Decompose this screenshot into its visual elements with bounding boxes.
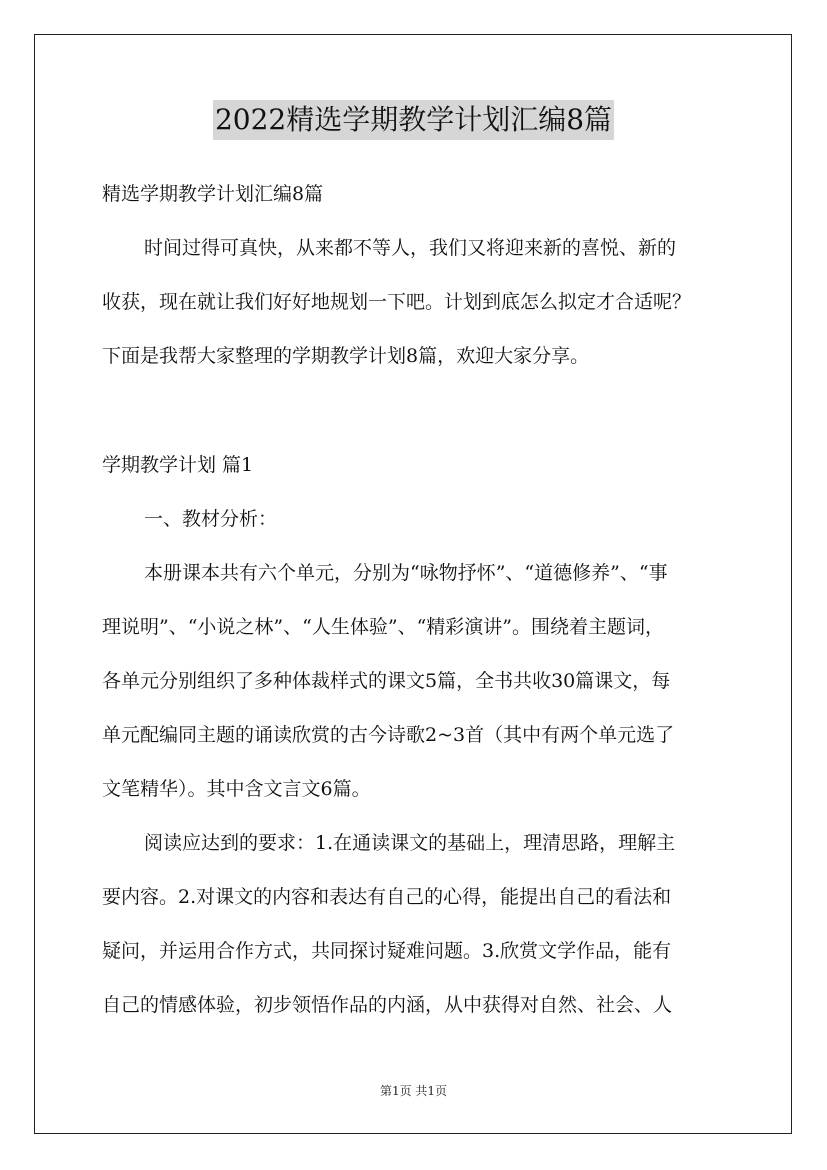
paragraph1-line-2: 理说明”、“小说之林”、“人生体验”、“精彩演讲”。围绕着主题词，	[102, 616, 664, 638]
subheading: 一、教材分析：	[144, 508, 278, 530]
document-subtitle: 精选学期教学计划汇编8篇	[102, 183, 324, 205]
intro-line-3: 下面是我帮大家整理的学期教学计划8篇，欢迎大家分享。	[102, 345, 590, 367]
paragraph2-line-2: 要内容。2.对课文的内容和表达有自己的心得，能提出自己的看法和	[102, 886, 672, 908]
intro-line-2: 收获，现在就让我们好好地规划一下吧。计划到底怎么拟定才合适呢？	[102, 291, 692, 313]
document-title: 2022精选学期教学计划汇编8篇	[213, 100, 614, 140]
paragraph2-line-3: 疑问，并运用合作方式，共同探讨疑难问题。3.欣赏文学作品，能有	[102, 940, 672, 962]
paragraph1-line-1: 本册课本共有六个单元，分别为“咏物抒怀”、“道德修养”、“事	[144, 562, 668, 584]
paragraph1-line-3: 各单元分别组织了多种体裁样式的课文5篇，全书共收30篇课文，每	[102, 670, 671, 692]
paragraph2-line-1: 阅读应达到的要求：1.在通读课文的基础上，理清思路，理解主	[144, 832, 676, 854]
title-container	[0, 100, 827, 140]
paragraph1-line-4: 单元配编同主题的诵读欣赏的古今诗歌2~3首（其中有两个单元选了	[102, 724, 675, 746]
paragraph2-line-4: 自己的情感体验，初步领悟作品的内涵，从中获得对自然、社会、人	[102, 994, 673, 1016]
page-footer: 第1页 共1页	[379, 1084, 448, 1098]
paragraph1-line-5: 文笔精华）。其中含文言文6篇。	[102, 778, 371, 800]
intro-line-1: 时间过得可真快，从来都不等人，我们又将迎来新的喜悦、新的	[144, 237, 677, 259]
section-heading: 学期教学计划 篇1	[102, 454, 254, 476]
